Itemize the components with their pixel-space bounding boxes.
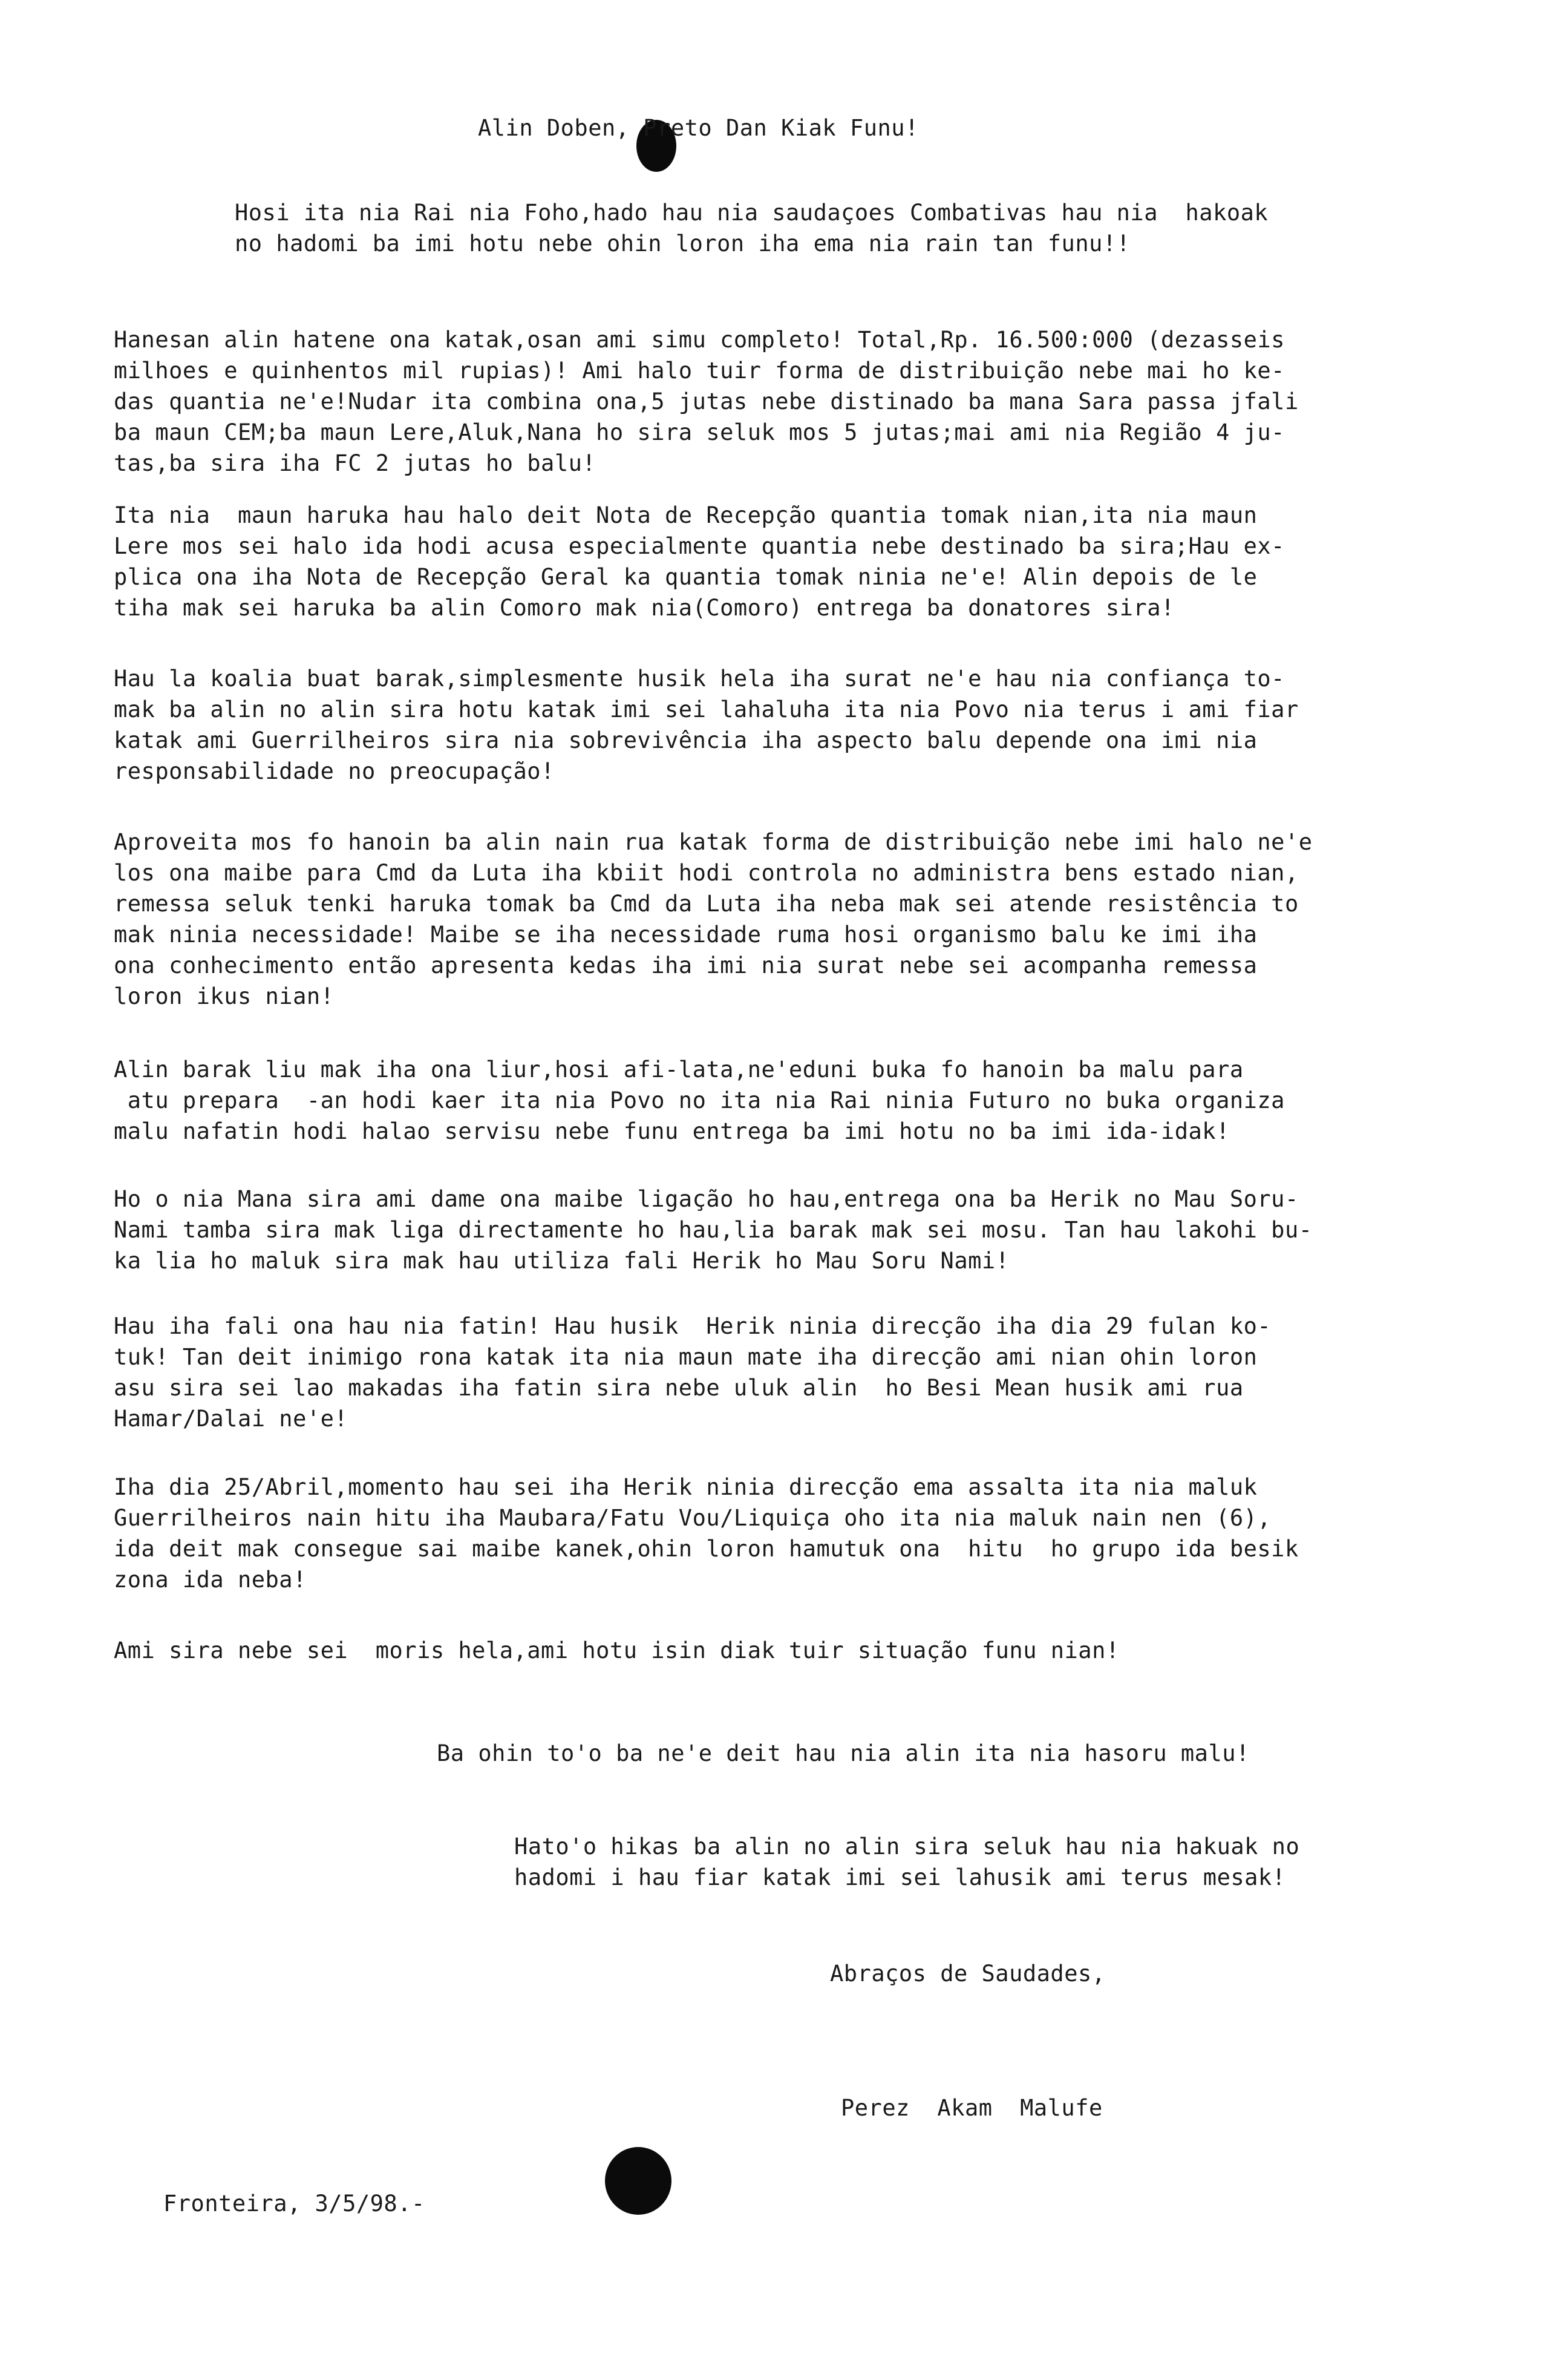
place-date: Fronteira, 3/5/98.-: [163, 2191, 425, 2217]
paragraph-line: tuk! Tan deit inimigo rona katak ita nia maun mate iha direcção ami nian ohin loron: [114, 1344, 1258, 1370]
paragraph-line: Hau la koalia buat barak,simplesmente husik hela iha surat ne'e hau nia confiança to-: [114, 666, 1285, 692]
paragraph-receipt-note: [114, 500, 1408, 623]
letter-heading: Alin Doben, Preto Dan Kiak Funu!: [478, 115, 919, 141]
paragraph-line: das quantia ne'e!Nudar ita combina ona,5 jutas nebe distinado ba mana Sara passa jfali: [114, 388, 1299, 415]
intro-line: Hosi ita nia Rai nia Foho,hado hau nia saudaçoes Combativas hau nia hakoak: [235, 200, 1269, 226]
paragraph-line: loron ikus nian!: [114, 983, 335, 1009]
paragraph-line: Nami tamba sira mak liga directamente ho hau,lia barak mak sei mosu. Tan hau lakohi bu-: [114, 1217, 1313, 1243]
paragraph-line: ba maun CEM;ba maun Lere,Aluk,Nana ho sira seluk mos 5 jutas;mai ami nia Região 4 ju-: [114, 419, 1285, 445]
paragraph-line: ida deit mak consegue sai maibe kanek,ohin loron hamutuk ona hitu ho grupo ida besik: [114, 1536, 1299, 1562]
paragraph-funds-received: [114, 324, 1408, 479]
salutation: Abraços de Saudades,: [830, 1961, 1106, 1987]
paragraph-distribution-reminder: [114, 827, 1408, 1012]
paragraph-line: ona conhecimento então apresenta kedas iha imi nia surat nebe sei acompanha remessa: [114, 952, 1258, 978]
paragraph-line: milhoes e quinhentos mil rupias)! Ami halo tuir forma de distribuição nebe mai ho ke-: [114, 358, 1285, 384]
paragraph-confidence: [114, 663, 1408, 787]
paragraph-line: plica ona iha Nota de Recepção Geral ka quantia tomak ninia ne'e! Alin depois de le: [114, 564, 1258, 590]
paragraph-line: zona ida neba!: [114, 1567, 307, 1593]
paragraph-location: [114, 1311, 1408, 1434]
paragraph-line: ka lia ho maluk sira mak hau utiliza fali Herik ho Mau Soru Nami!: [114, 1248, 1010, 1274]
paragraph-assault-report: [114, 1472, 1408, 1595]
paragraph-line: tiha mak sei haruka ba alin Comoro mak nia(Comoro) entrega ba donatores sira!: [114, 595, 1175, 621]
paragraph-line: tas,ba sira iha FC 2 jutas ho balu!: [114, 450, 596, 476]
paragraph-line: Aproveita mos fo hanoin ba alin nain rua katak forma de distribuição nebe imi halo ne'e: [114, 829, 1313, 855]
paragraph-line: los ona maibe para Cmd da Luta iha kbiit hodi controla no administra bens estado nian,: [114, 860, 1299, 886]
paragraph-line: remessa seluk tenki haruka tomak ba Cmd da Luta iha neba mak sei atende resistência to: [114, 891, 1299, 917]
paragraph-line: katak ami Guerrilheiros sira nia sobrevivência iha aspecto balu depende ona imi nia: [114, 727, 1258, 753]
paragraph-line: Guerrilheiros nain hitu iha Maubara/Fatu Vou/Liquiça oho ita nia maluk nain nen (6),: [114, 1505, 1272, 1531]
paragraph-line: Hamar/Dalai ne'e!: [114, 1406, 348, 1432]
paragraph-line: Lere mos sei halo ida hodi acusa especialmente quantia nebe destinado ba sira;Hau ex-: [114, 533, 1285, 559]
paragraph-line: Iha dia 25/Abril,momento hau sei iha Herik ninia direcção ema assalta ita nia maluk: [114, 1474, 1258, 1500]
ink-blot-bottom: [605, 2147, 671, 2215]
paragraph-line: Ho o nia Mana sira ami dame ona maibe ligação ho hau,entrega ona ba Herik no Mau Soru-: [114, 1186, 1299, 1212]
closing-line: Ba ohin to'o ba ne'e deit hau nia alin ita nia hasoru malu!: [437, 1740, 1250, 1766]
paragraph-line: Hau iha fali ona hau nia fatin! Hau husik Herik ninia direcção iha dia 29 fulan ko-: [114, 1313, 1272, 1339]
intro-paragraph: [235, 197, 1529, 259]
paragraph-line: malu nafatin hodi halao servisu nebe funu entrega ba imi hotu no ba imi ida-idak!: [114, 1118, 1230, 1144]
paragraph-situation: [114, 1635, 1408, 1666]
paragraph-line: Ami sira nebe sei moris hela,ami hotu isin diak tuir situação funu nian!: [114, 1637, 1120, 1663]
farewell-paragraph: [514, 1831, 1422, 1893]
intro-line: no hadomi ba imi hotu nebe ohin loron iha ema nia rain tan funu!!: [235, 231, 1131, 257]
farewell-line: hadomi i hau fiar katak imi sei lahusik ami terus mesak!: [514, 1864, 1286, 1890]
paragraph-line: mak ba alin no alin sira hotu katak imi sei lahaluha ita nia Povo nia terus i ami fiar: [114, 697, 1299, 723]
signature: Perez Akam Malufe: [841, 2095, 1103, 2121]
paragraph-liaison: [114, 1184, 1408, 1276]
paragraph-line: Ita nia maun haruka hau halo deit Nota de Recepção quantia tomak nian,ita nia maun: [114, 502, 1258, 528]
paragraph-line: asu sira sei lao makadas iha fatin sira nebe uluk alin ho Besi Mean husik ami rua: [114, 1375, 1244, 1401]
paragraph-line: Hanesan alin hatene ona katak,osan ami simu completo! Total,Rp. 16.500:000 (dezasseis: [114, 327, 1285, 353]
farewell-line: Hato'o hikas ba alin no alin sira seluk hau nia hakuak no: [514, 1834, 1300, 1860]
paragraph-line: responsabilidade no preocupação!: [114, 758, 555, 784]
paragraph-line: atu prepara -an hodi kaer ita nia Povo no ita nia Rai ninia Futuro no buka organiza: [114, 1087, 1285, 1113]
paragraph-line: Alin barak liu mak iha ona liur,hosi afi-lata,ne'eduni buka fo hanoin ba malu para: [114, 1057, 1244, 1083]
paragraph-organize: [114, 1054, 1408, 1147]
paragraph-line: mak ninia necessidade! Maibe se iha necessidade ruma hosi organismo balu ke imi iha: [114, 922, 1258, 948]
